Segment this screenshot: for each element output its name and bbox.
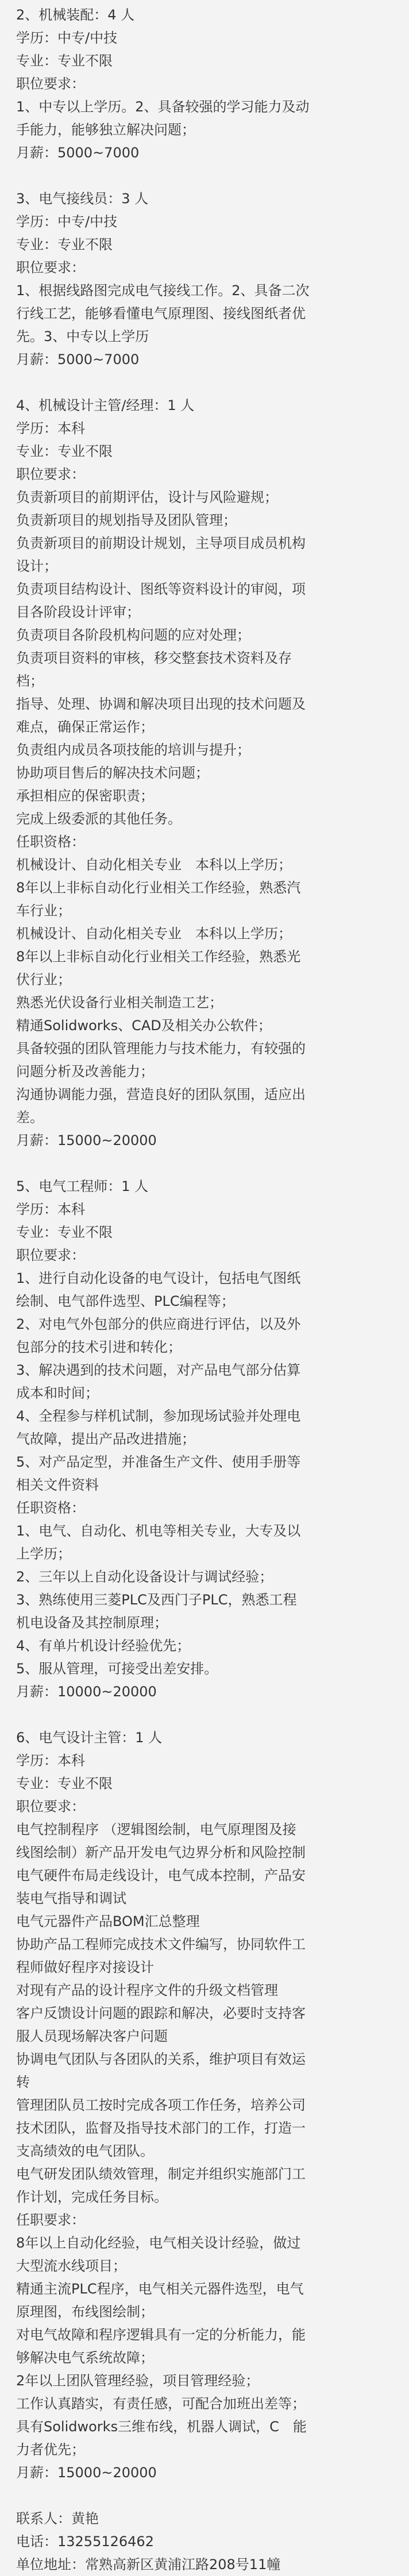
job-line: 对电气故障和程序逻辑具有一定的分析能力，能 [16,2327,306,2343]
job-line: 包部分的技术引进和转化； [16,1339,182,1355]
job-line: 任职要求： [16,2212,85,2228]
job-line: 电气元器件产品BOM汇总整理 [16,1913,200,1929]
job-line: 工作认真踏实，有责任感，可配合加班出差等； [16,2396,306,2412]
job-line: 目各阶段设计评审； [16,604,140,620]
job-line: 负责项目资料的审核，移交整套技术资料及存 [16,650,292,666]
job-line: 学历：本科 [16,1201,85,1217]
job-line: 转 [16,2074,30,2090]
job-line: 2年以上团队管理经验，项目管理经验； [16,2373,260,2389]
job-title: 2、机械装配：4 人 [16,7,135,23]
job-line: 协助项目售后的解决技术问题； [16,765,209,781]
section-spacer [16,371,393,394]
job-section [16,394,393,1152]
salary-line: 月薪：15000~20000 [16,1132,157,1148]
job-line: 力者优先； [16,2442,85,2458]
job-line: 绘制、电气部件选型、PLC编程等； [16,1293,235,1309]
job-line: 精通Solidworks、CAD及相关办公软件； [16,1018,272,1034]
job-line: 电气研发团队绩效管理，制定并组织实施部门工 [16,2166,306,2182]
job-line: 负责项目结构设计、图纸等资料设计的审阅，项 [16,581,306,597]
job-line: 负责项目各阶段机构问题的应对处理； [16,627,250,643]
job-line: 4、全程参与样机试制，参加现场试验并处理电 [16,1408,301,1424]
job-line: 支高绩效的电气团队。 [16,2143,154,2159]
job-line: 够解决电气系统故障； [16,2350,154,2366]
job-line: 学历：本科 [16,1753,85,1769]
job-line: 相关文件资料 [16,1477,99,1493]
job-line: 问题分析及改善能力； [16,1063,154,1080]
job-line: 1、进行自动化设备的电气设计，包括电气图纸 [16,1270,301,1286]
job-line: 职位要求： [16,260,85,276]
section-spacer [16,2484,393,2507]
job-line: 档； [16,673,44,689]
job-line: 专业：专业不限 [16,1776,113,1792]
job-line: 职位要求： [16,76,85,92]
job-line: 负责新项目的前期评估，设计与风险避规； [16,489,278,505]
job-line: 气故障，提出产品改进措施； [16,1431,195,1447]
job-line: 具有Solidworks三维布线，机器人调试，C 能 [16,2419,307,2435]
job-line: 负责新项目的前期设计规划，主导项目成员机构 [16,535,306,551]
job-line: 负责组内成员各项技能的培训与提升； [16,742,250,758]
job-line: 具备较强的团队管理能力与技术能力，有较强的 [16,1041,306,1057]
job-line: 学历：本科 [16,420,85,436]
job-line: 电气控制程序 （逻辑图绘制，电气原理图及接 [16,1821,296,1838]
job-line: 专业：专业不限 [16,237,113,253]
contact-person: 联系人：黄艳 [16,2511,99,2527]
job-line: 职位要求： [16,466,85,482]
job-line: 协调电气团队与各团队的关系，维护项目有效运 [16,2051,306,2067]
job-line: 专业：专业不限 [16,1224,113,1240]
job-line: 电气硬件布局走线设计，电气成本控制，产品安 [16,1867,306,1883]
job-line: 职位要求： [16,1247,85,1263]
job-line: 学历：中专/中技 [16,214,118,230]
contact-section [16,2507,393,2576]
job-line: 指导、处理、协调和解决项目出现的技术问题及 [16,696,306,712]
job-line: 上学历； [16,1546,71,1562]
job-title: 6、电气设计主管：1 人 [16,1730,163,1746]
job-line: 8年以上自动化经验，电气相关设计经验，做过 [16,2235,301,2251]
job-line: 专业：专业不限 [16,443,113,459]
job-line: 1、中专以上学历。2、具备较强的学习能力及动 [16,99,310,115]
job-line: 8年以上非标自动化行业相关工作经验，熟悉光 [16,949,301,965]
job-line: 协助产品工程师完成技术文件编写，协同软件工 [16,1936,306,1952]
salary-line: 月薪：10000~20000 [16,1684,157,1700]
job-line: 先。3、中专以上学历 [16,328,149,345]
contact-address: 单位地址：常熟高新区黄浦江路208号11幢 [16,2556,281,2573]
job-line: 2、三年以上自动化设备设计与调试经验； [16,1569,273,1585]
job-line: 设计； [16,558,57,574]
job-line: 大型流水线项目； [16,2258,126,2274]
job-line: 原理图，布线图绘制； [16,2304,154,2320]
job-title: 4、机械设计主管/经理：1 人 [16,397,195,413]
job-line: 难点，确保正常运作； [16,719,154,735]
job-line: 装电气指导和调试 [16,1890,126,1906]
job-section [16,187,393,371]
salary-line: 月薪：15000~20000 [16,2465,157,2481]
salary-line: 月薪：5000~7000 [16,351,140,368]
section-spacer [16,164,393,187]
job-line: 机电设备及其控制原理； [16,1615,168,1631]
job-line: 车行业； [16,903,71,919]
job-line: 线图绘制）新产品开发电气边界分析和风险控制 [16,1844,306,1861]
job-line: 5、服从管理，可接受出差安排。 [16,1661,218,1677]
job-section [16,3,393,164]
job-title: 3、电气接线员：3 人 [16,191,149,207]
job-line: 技术团队，监督及指导技术部门的工作，打造一 [16,2120,306,2136]
job-line: 客户反馈设计问题的跟踪和解决，必要时支持客 [16,2005,306,2021]
salary-line: 月薪：5000~7000 [16,145,140,161]
job-line: 精通主流PLC程序，电气相关元器件选型，电气 [16,2281,304,2297]
job-line: 职位要求： [16,1798,85,1815]
job-line: 完成上级委派的其他任务。 [16,811,182,827]
job-line: 1、电气、自动化、机电等相关专业，大专及以 [16,1523,301,1539]
job-line: 负责新项目的规划指导及团队管理； [16,512,237,528]
section-spacer [16,1703,393,1726]
job-line: 任职资格： [16,834,85,850]
section-spacer [16,1152,393,1175]
job-line: 3、解决遇到的技术问题，对产品电气部分估算 [16,1362,301,1378]
job-line: 作计划，完成任务目标。 [16,2189,168,2205]
job-line: 程师做好程序对接设计 [16,1959,154,1975]
job-line: 服人员现场解决客户问题 [16,2028,168,2044]
job-line: 学历：中专/中技 [16,30,118,46]
job-line: 手能力，能够独立解决问题； [16,122,195,138]
contact-phone: 电话：13255126462 [16,2534,154,2550]
job-line: 3、熟练使用三菱PLC及西门子PLC，熟悉工程 [16,1592,297,1608]
job-line: 机械设计、自动化相关专业 本科以上学历； [16,926,292,942]
job-line: 行线工艺，能够看懂电气原理图、接线图纸者优 [16,305,306,322]
job-line: 伏行业； [16,972,71,988]
job-line: 任职资格： [16,1500,85,1516]
job-line: 专业：专业不限 [16,53,113,69]
job-line: 4、有单片机设计经验优先； [16,1638,191,1654]
job-line: 2、对电气外包部分的供应商进行评估，以及外 [16,1316,301,1332]
job-line: 机械设计、自动化相关专业 本科以上学历； [16,857,292,873]
job-line: 承担相应的保密职责； [16,788,154,804]
job-line: 熟悉光伏设备行业相关制造工艺； [16,995,223,1011]
job-line: 成本和时间； [16,1385,99,1401]
job-title: 5、电气工程师：1 人 [16,1178,149,1194]
job-line: 沟通协调能力强，营造良好的团队氛围，适应出 [16,1086,306,1103]
job-section [16,1175,393,1703]
job-line: 管理团队员工按时完成各项工作任务，培养公司 [16,2097,306,2113]
job-section [16,1726,393,2484]
job-line: 8年以上非标自动化行业相关工作经验，熟悉汽 [16,880,301,896]
job-line: 5、对产品定型，并准备生产文件、使用手册等 [16,1454,301,1470]
job-line: 差。 [16,1109,44,1125]
job-line: 1、根据线路图完成电气接线工作。2、具备二次 [16,283,310,299]
job-line: 对现有产品的设计程序文件的升级文档管理 [16,1982,278,1998]
